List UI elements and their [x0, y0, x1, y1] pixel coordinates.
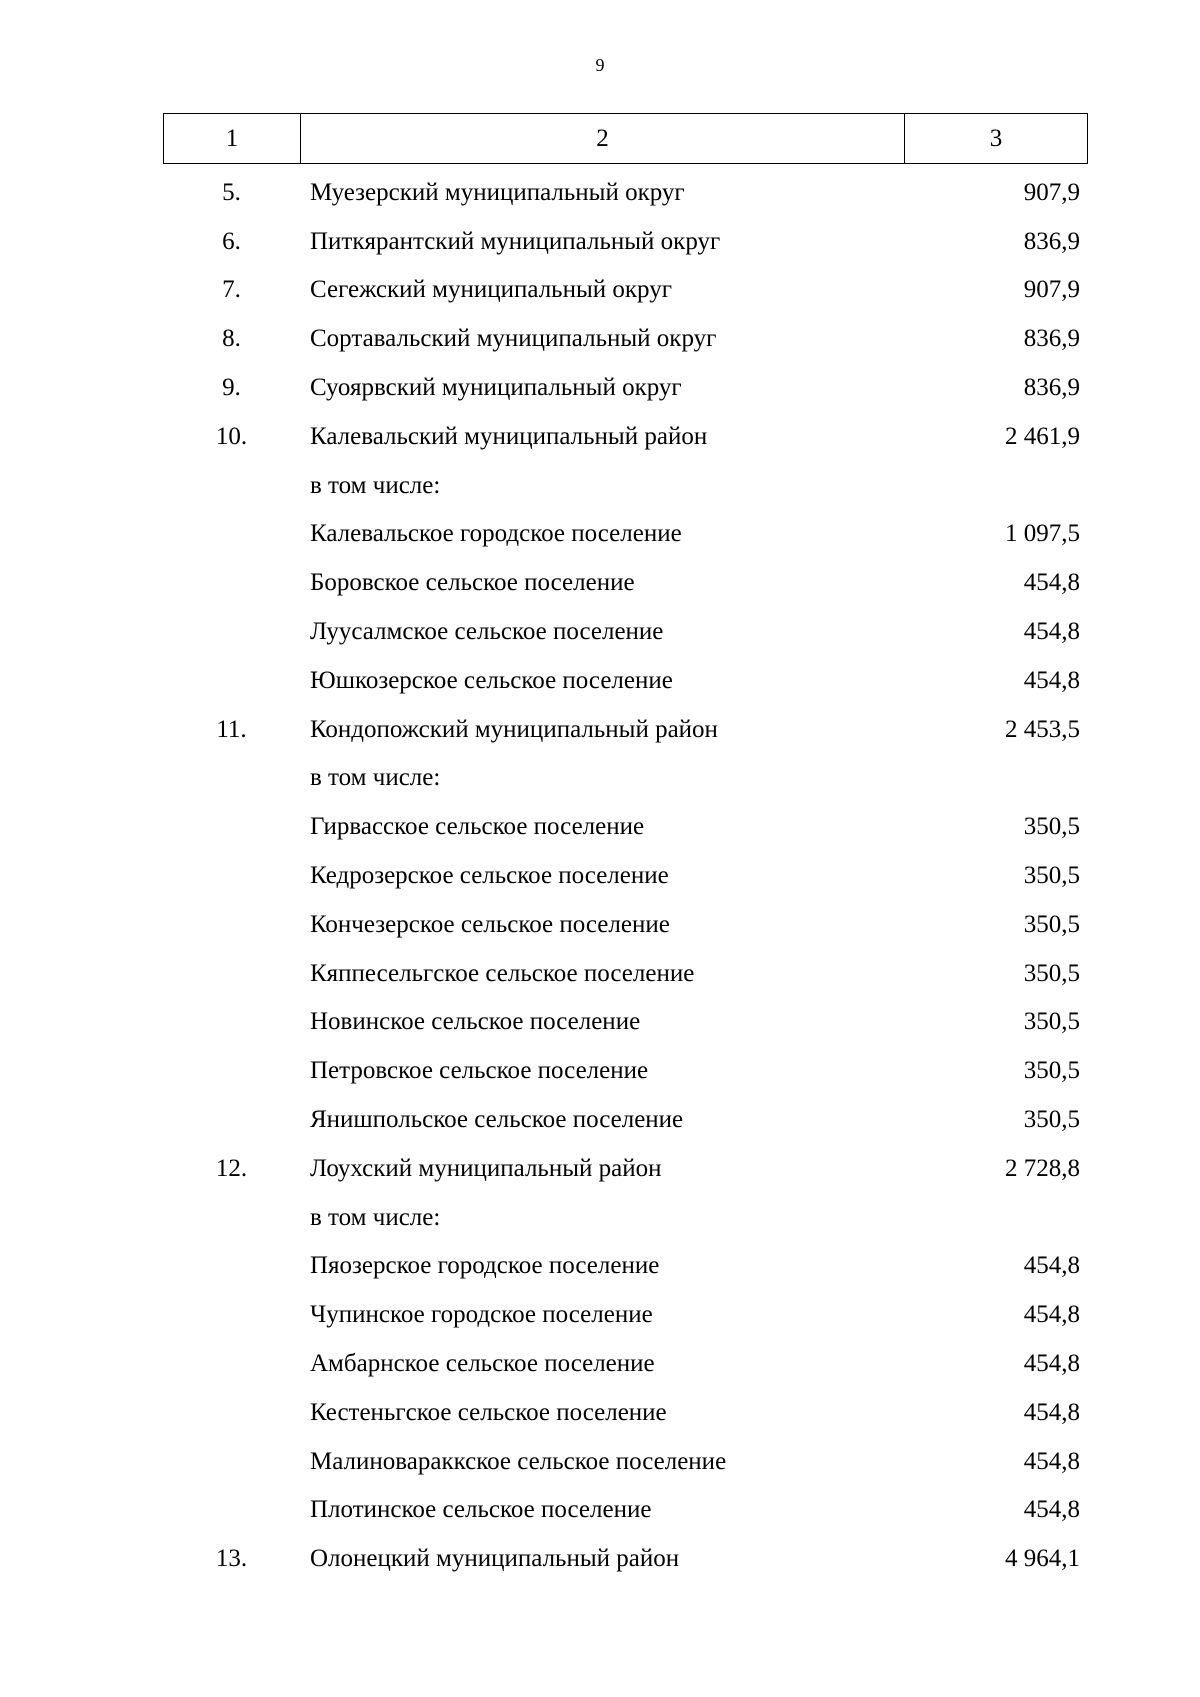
- row-name: Сортавальский муниципальный округ: [310, 325, 717, 353]
- table-row: [163, 900, 1088, 949]
- row-name: в том числе:: [310, 471, 441, 499]
- table-body: [163, 168, 1088, 1583]
- row-value: 454,8: [1023, 1398, 1080, 1426]
- table-row: [163, 1486, 1088, 1535]
- row-number: 8.: [222, 325, 241, 353]
- table-row: [163, 510, 1088, 559]
- row-number: 6.: [222, 227, 241, 255]
- table-row: [163, 558, 1088, 607]
- row-name: в том числе:: [310, 1203, 441, 1231]
- row-value: 2 728,8: [1005, 1154, 1080, 1182]
- row-name: Гирвасское сельское поселение: [310, 813, 645, 841]
- table-row: [163, 607, 1088, 656]
- table-row: [163, 217, 1088, 266]
- row-value: 350,5: [1023, 910, 1080, 938]
- row-name: Янишпольское сельское поселение: [310, 1106, 684, 1134]
- table-row: [163, 1339, 1088, 1388]
- table-row: [163, 705, 1088, 754]
- row-value: 454,8: [1023, 569, 1080, 597]
- row-name: Муезерский муниципальный округ: [310, 178, 685, 206]
- row-name: Калевальский муниципальный район: [310, 422, 708, 450]
- row-name: Пяозерское городское поселение: [310, 1252, 660, 1280]
- row-value: 454,8: [1023, 1350, 1080, 1378]
- row-name: Лоухский муниципальный район: [310, 1154, 662, 1182]
- row-value: 907,9: [1023, 276, 1080, 304]
- row-name: Сегежский муниципальный округ: [310, 276, 672, 304]
- row-name: Кончезерское сельское поселение: [310, 910, 670, 938]
- table-row: [163, 998, 1088, 1047]
- row-name: Кондопожский муниципальный район: [310, 715, 718, 743]
- page-number: 9: [595, 55, 605, 75]
- row-value: 350,5: [1023, 813, 1080, 841]
- row-value: 350,5: [1023, 1057, 1080, 1085]
- row-value: 454,8: [1023, 1496, 1080, 1524]
- table-row: [163, 656, 1088, 705]
- row-value: 4 964,1: [1005, 1545, 1080, 1573]
- row-value: 2 453,5: [1005, 715, 1080, 743]
- table-row: [163, 461, 1088, 510]
- row-name: Калевальское городское поселение: [310, 520, 682, 548]
- row-number: 5.: [222, 178, 241, 206]
- row-name: Питкярантский муниципальный округ: [310, 227, 721, 255]
- row-value: 1 097,5: [1005, 520, 1080, 548]
- row-value: 454,8: [1023, 618, 1080, 646]
- row-name: Луусалмское сельское поселение: [310, 618, 664, 646]
- table-header: [163, 113, 1088, 164]
- header-col-1: 1: [164, 114, 301, 163]
- row-name: Кестеньгское сельское поселение: [310, 1398, 667, 1426]
- table-row: [163, 1290, 1088, 1339]
- row-name: Кяппесельгское сельское поселение: [310, 959, 695, 987]
- row-name: Юшкозерское сельское поселение: [310, 666, 673, 694]
- row-number: 11.: [216, 715, 247, 743]
- row-value: 836,9: [1023, 325, 1080, 353]
- table-row: [163, 1144, 1088, 1193]
- row-number: 7.: [222, 276, 241, 304]
- row-number: 12.: [215, 1154, 248, 1182]
- row-name: Плотинское сельское поселение: [310, 1496, 652, 1524]
- table-row: [163, 168, 1088, 217]
- table-row: [163, 363, 1088, 412]
- table-row: [163, 754, 1088, 803]
- row-name: в том числе:: [310, 764, 441, 792]
- table-row: [163, 266, 1088, 315]
- row-name: Чупинское городское поселение: [310, 1301, 653, 1329]
- table-row: [163, 1437, 1088, 1486]
- row-value: 454,8: [1023, 1252, 1080, 1280]
- row-value: 907,9: [1023, 178, 1080, 206]
- row-value: 836,9: [1023, 227, 1080, 255]
- table-row: [163, 949, 1088, 998]
- table-row: [163, 802, 1088, 851]
- table-row: [163, 1534, 1088, 1583]
- table-row: [163, 1193, 1088, 1242]
- row-value: 454,8: [1023, 1447, 1080, 1475]
- table-row: [163, 314, 1088, 363]
- table-row: [163, 1388, 1088, 1437]
- row-name: Кедрозерское сельское поселение: [310, 862, 669, 890]
- row-value: 454,8: [1023, 1301, 1080, 1329]
- row-value: 350,5: [1023, 862, 1080, 890]
- row-name: Новинское сельское поселение: [310, 1008, 641, 1036]
- row-number: 10.: [215, 422, 248, 450]
- row-name: Петровское сельское поселение: [310, 1057, 649, 1085]
- row-value: 350,5: [1023, 1106, 1080, 1134]
- row-value: 2 461,9: [1005, 422, 1080, 450]
- row-value: 836,9: [1023, 374, 1080, 402]
- row-value: 454,8: [1023, 666, 1080, 694]
- header-col-2: 2: [301, 114, 905, 163]
- row-number: 9.: [222, 374, 241, 402]
- table-row: [163, 1242, 1088, 1291]
- row-name: Олонецкий муниципальный район: [310, 1545, 680, 1573]
- row-name: Суоярвский муниципальный округ: [310, 374, 682, 402]
- row-number: 13.: [215, 1545, 248, 1573]
- table-row: [163, 851, 1088, 900]
- table-row: [163, 412, 1088, 461]
- header-col-3: 3: [989, 124, 1003, 152]
- row-name: Боровское сельское поселение: [310, 569, 635, 597]
- row-value: 350,5: [1023, 959, 1080, 987]
- table-row: [163, 1095, 1088, 1144]
- row-name: Амбарнское сельское поселение: [310, 1350, 655, 1378]
- row-name: Малиновараккское сельское поселение: [310, 1447, 727, 1475]
- table-row: [163, 1046, 1088, 1095]
- row-value: 350,5: [1023, 1008, 1080, 1036]
